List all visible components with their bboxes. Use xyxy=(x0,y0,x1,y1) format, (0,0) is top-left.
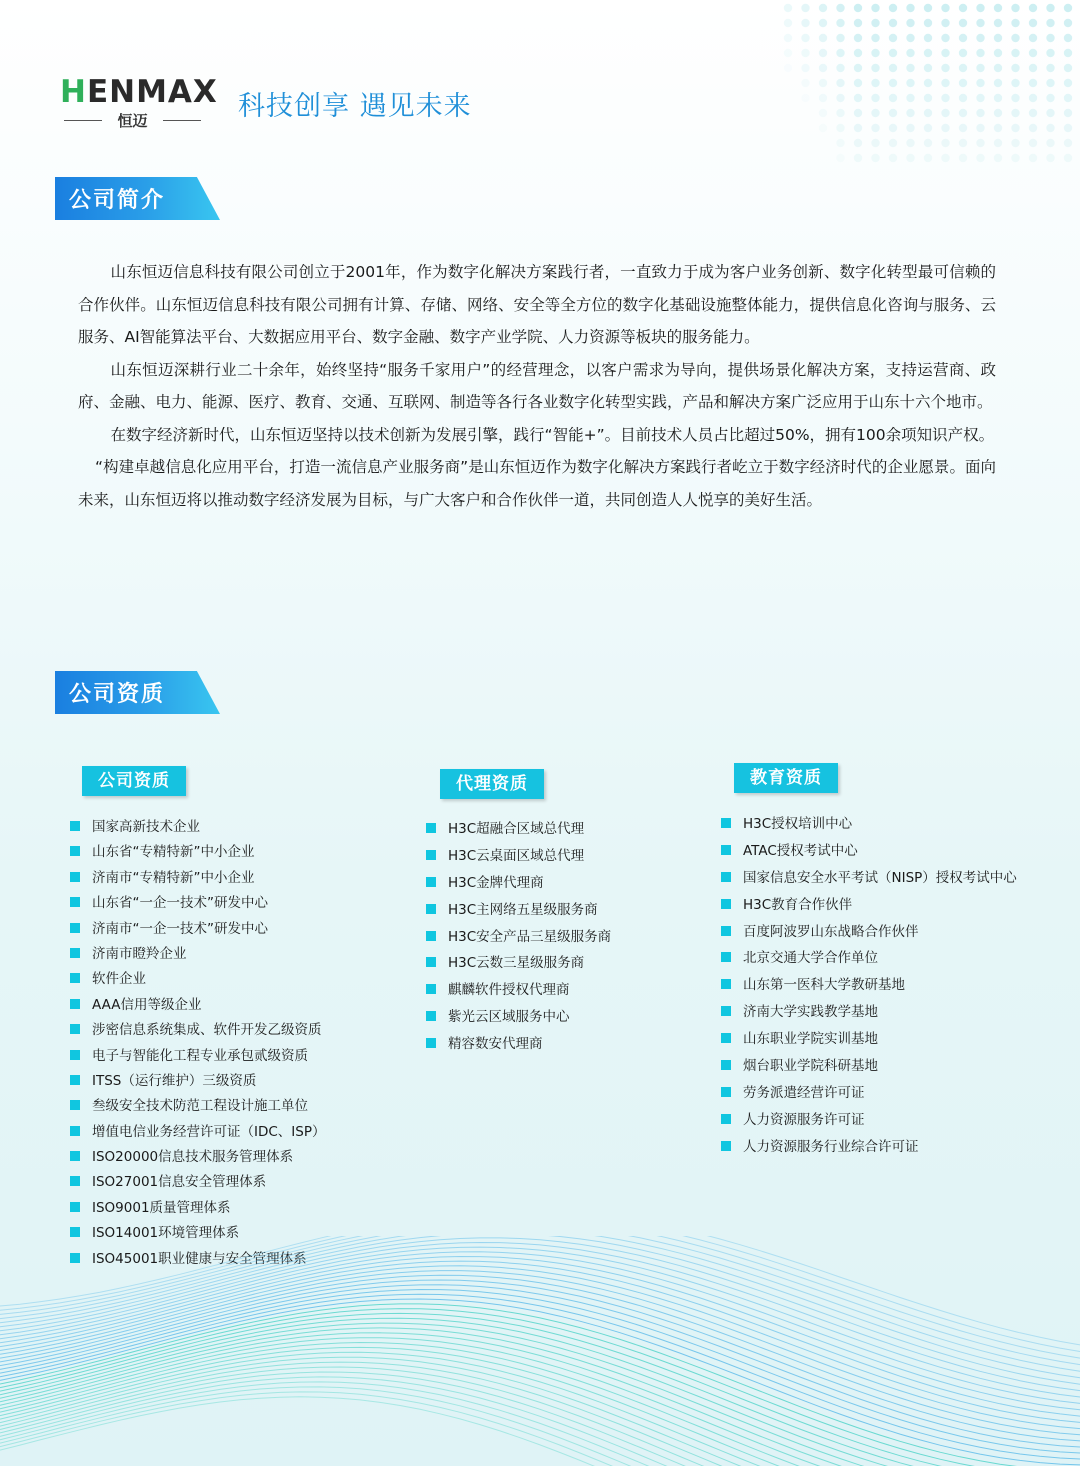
qualification-item: 叁级安全技术防范工程设计施工单位 xyxy=(70,1094,326,1119)
column-title-company: 公司资质 xyxy=(82,766,186,796)
decor-dot xyxy=(1064,109,1072,117)
decor-dot xyxy=(836,64,844,72)
decor-dot xyxy=(976,109,984,117)
decor-dot xyxy=(889,64,897,72)
qualification-item: ISO9001质量管理体系 xyxy=(70,1196,326,1221)
decor-dot xyxy=(889,109,897,117)
decor-dot xyxy=(976,94,984,102)
decor-dot xyxy=(889,124,897,132)
decor-dot xyxy=(819,109,827,117)
decor-dot xyxy=(871,154,879,162)
decor-dot xyxy=(801,79,809,87)
decor-dot xyxy=(1011,49,1019,57)
decor-dot xyxy=(924,124,932,132)
decor-dot xyxy=(871,4,879,12)
qualification-item: 麒麟软件授权代理商 xyxy=(426,978,611,1005)
decor-dot xyxy=(889,139,897,147)
decor-dot xyxy=(941,124,949,132)
decor-dot xyxy=(819,4,827,12)
decor-dot xyxy=(959,94,967,102)
decor-dot xyxy=(994,64,1002,72)
company-logo xyxy=(60,74,218,136)
decor-dot xyxy=(1046,64,1054,72)
decor-dot xyxy=(1046,4,1054,12)
decor-dot xyxy=(1029,124,1037,132)
company-qualifications-list xyxy=(70,815,326,1272)
decor-dot xyxy=(889,34,897,42)
decor-dot xyxy=(941,64,949,72)
qualification-item: 北京交通大学合作单位 xyxy=(721,946,1017,973)
decor-dot xyxy=(976,79,984,87)
decor-dot xyxy=(1064,34,1072,42)
decor-dot xyxy=(924,34,932,42)
decor-dot xyxy=(1064,154,1072,162)
intro-paragraph-3: 在数字经济新时代，山东恒迈坚持以技术创新为发展引擎，践行“智能+”。目前技术人员占比超过50%，拥有100余项知识产权。 xyxy=(110,425,995,444)
decor-dot xyxy=(836,49,844,57)
qualification-item: 软件企业 xyxy=(70,967,326,992)
decor-dot xyxy=(854,154,862,162)
decor-dot xyxy=(1064,19,1072,27)
qualification-item: 精容数安代理商 xyxy=(426,1032,611,1059)
decor-dot xyxy=(1029,154,1037,162)
qualification-item: H3C主网络五星级服务商 xyxy=(426,898,611,925)
decor-dot xyxy=(906,49,914,57)
agency-qualifications-list xyxy=(426,817,611,1059)
decor-dot xyxy=(784,19,792,27)
decor-dot xyxy=(1064,64,1072,72)
decor-dot xyxy=(976,4,984,12)
decor-dot xyxy=(976,34,984,42)
decor-dot xyxy=(819,79,827,87)
wave-line xyxy=(0,1236,1080,1378)
decor-dot xyxy=(941,79,949,87)
qualification-item: 济南市瞪羚企业 xyxy=(70,942,326,967)
qualification-item: ITSS（运行维护）三级资质 xyxy=(70,1069,326,1094)
decor-dot xyxy=(1029,19,1037,27)
education-qualifications-list xyxy=(721,812,1017,1162)
decor-dot xyxy=(801,64,809,72)
decor-dot xyxy=(836,4,844,12)
decor-dot xyxy=(994,124,1002,132)
decor-dot xyxy=(976,49,984,57)
decor-dot xyxy=(819,34,827,42)
decor-dot xyxy=(889,4,897,12)
intro-paragraph-4: “构建卓越信息化应用平台，打造一流信息产业服务商”是山东恒迈作为数字化解决方案践行者屹立于数字经济时代的企业愿景。面向未来，山东恒迈将以推动数字经济发展为目标，与广大客户和合作伙伴一道，共同创造人人悦享的美好生活。 xyxy=(78,458,996,509)
qualification-item: 增值电信业务经营许可证（IDC、ISP） xyxy=(70,1120,326,1145)
decor-dot xyxy=(959,34,967,42)
decor-dot xyxy=(959,49,967,57)
logo-brand-rest: ENMAX xyxy=(86,74,218,110)
decor-dot xyxy=(924,79,932,87)
decor-dot xyxy=(941,94,949,102)
qualification-item: ISO20000信息技术服务管理体系 xyxy=(70,1145,326,1170)
decor-dot xyxy=(976,154,984,162)
decor-dot xyxy=(1011,154,1019,162)
decor-dot xyxy=(1011,64,1019,72)
decor-dot xyxy=(976,139,984,147)
decor-dot xyxy=(854,49,862,57)
qualification-item: AAA信用等级企业 xyxy=(70,993,326,1018)
section-banner-intro xyxy=(55,177,220,220)
decor-dot xyxy=(1011,34,1019,42)
decor-dot xyxy=(854,139,862,147)
decor-dot xyxy=(959,109,967,117)
decor-dot xyxy=(854,34,862,42)
decor-dot xyxy=(906,79,914,87)
intro-paragraph-2: 山东恒迈深耕行业二十余年，始终坚持“服务千家用户”的经营理念，以客户需求为导向，提供场景化解决方案，支持运营商、政府、金融、电力、能源、医疗、教育、交通、互联网、制造等各行各业数字化转型实践，产品和解决方案广泛应用于山东十六个地市。 xyxy=(78,360,996,411)
decor-dot xyxy=(1064,94,1072,102)
wave-line xyxy=(0,1236,1080,1358)
column-title-education: 教育资质 xyxy=(734,763,838,793)
decor-dot xyxy=(924,139,932,147)
decor-dot xyxy=(819,64,827,72)
decor-dot xyxy=(1029,4,1037,12)
decor-dot xyxy=(924,154,932,162)
decor-dot xyxy=(836,19,844,27)
decor-dot xyxy=(1029,49,1037,57)
slogan: 科技创享 遇见未来 xyxy=(238,91,472,122)
qualification-item: 劳务派遣经营许可证 xyxy=(721,1081,1017,1108)
decor-dot xyxy=(1064,124,1072,132)
decor-dot xyxy=(819,124,827,132)
decor-dot xyxy=(836,94,844,102)
decor-dot xyxy=(906,124,914,132)
decor-dot xyxy=(1064,49,1072,57)
decor-dot xyxy=(801,19,809,27)
qualification-item: H3C云桌面区域总代理 xyxy=(426,844,611,871)
decor-dot xyxy=(1046,124,1054,132)
dot-pattern-decoration xyxy=(780,0,1080,170)
decor-dot xyxy=(1046,19,1054,27)
decor-dot xyxy=(906,34,914,42)
decor-dot xyxy=(924,94,932,102)
decor-dot xyxy=(1011,139,1019,147)
qualification-item: 国家高新技术企业 xyxy=(70,815,326,840)
qualification-item: ISO45001职业健康与安全管理体系 xyxy=(70,1247,326,1272)
decor-dot xyxy=(871,109,879,117)
qualification-item: 国家信息安全水平考试（NISP）授权考试中心 xyxy=(721,866,1017,893)
qualification-item: 济南市“一企一技术”研发中心 xyxy=(70,917,326,942)
decor-dot xyxy=(801,94,809,102)
decor-dot xyxy=(871,19,879,27)
decor-dot xyxy=(994,79,1002,87)
qualification-item: H3C云数三星级服务商 xyxy=(426,951,611,978)
decor-dot xyxy=(976,19,984,27)
decor-dot xyxy=(836,34,844,42)
wave-line xyxy=(0,1257,1080,1410)
qualification-item: 紫光云区域服务中心 xyxy=(426,1005,611,1032)
qualification-item: 人力资源服务许可证 xyxy=(721,1108,1017,1135)
logo-brand: HENMAX xyxy=(60,74,218,110)
wave-line xyxy=(0,1294,1080,1459)
decor-dot xyxy=(854,64,862,72)
decor-dot xyxy=(801,49,809,57)
qualification-item: 涉密信息系统集成、软件开发乙级资质 xyxy=(70,1018,326,1043)
decor-dot xyxy=(1029,94,1037,102)
decor-dot xyxy=(1046,34,1054,42)
wave-line xyxy=(0,1372,1080,1466)
decor-dot xyxy=(1011,124,1019,132)
decor-dot xyxy=(906,19,914,27)
decor-dot xyxy=(959,79,967,87)
decor-dot xyxy=(819,49,827,57)
wave-line xyxy=(0,1387,1080,1466)
decor-dot xyxy=(889,19,897,27)
decor-dot xyxy=(906,109,914,117)
decor-dot xyxy=(1029,139,1037,147)
decor-dot xyxy=(819,19,827,27)
qualification-item: 山东省“一企一技术”研发中心 xyxy=(70,891,326,916)
decor-dot xyxy=(854,4,862,12)
wave-line xyxy=(0,1347,1080,1466)
qualification-item: ATAC授权考试中心 xyxy=(721,839,1017,866)
qualification-item: 济南大学实践教学基地 xyxy=(721,1000,1017,1027)
decor-dot xyxy=(871,49,879,57)
qualification-item: 电子与智能化工程专业承包贰级资质 xyxy=(70,1044,326,1069)
decor-dot xyxy=(1029,109,1037,117)
decor-dot xyxy=(871,64,879,72)
decor-dot xyxy=(836,124,844,132)
decor-dot xyxy=(1064,79,1072,87)
decor-dot xyxy=(924,4,932,12)
decor-dot xyxy=(976,124,984,132)
decor-dot xyxy=(871,94,879,102)
decor-dot xyxy=(941,19,949,27)
decor-dot xyxy=(871,124,879,132)
intro-paragraph-1: 山东恒迈信息科技有限公司创立于2001年，作为数字化解决方案践行者，一直致力于成为客户业务创新、数字化转型最可信赖的合作伙伴。山东恒迈信息科技有限公司拥有计算、存储、网络、安全等全方位的数字化基础设施整体能力，提供信息化咨询与服务、云服务、AI智能算法平台、大数据应用平台、数字金融、数字产业学院、人力资源等板块的服务能力。 xyxy=(78,263,996,346)
qualification-item: 山东职业学院实训基地 xyxy=(721,1027,1017,1054)
decor-dot xyxy=(871,139,879,147)
decor-dot xyxy=(994,94,1002,102)
decor-dot xyxy=(1029,34,1037,42)
decor-dot xyxy=(959,19,967,27)
decor-dot xyxy=(906,94,914,102)
decor-dot xyxy=(889,49,897,57)
decor-dot xyxy=(941,4,949,12)
decor-dot xyxy=(906,154,914,162)
qualification-item: 山东第一医科大学教研基地 xyxy=(721,973,1017,1000)
decor-dot xyxy=(854,19,862,27)
decor-dot xyxy=(1046,49,1054,57)
decor-dot xyxy=(924,19,932,27)
qualification-item: 济南市“专精特新”中小企业 xyxy=(70,866,326,891)
qualification-item: 百度阿波罗山东战略合作伙伴 xyxy=(721,920,1017,947)
decor-dot xyxy=(906,4,914,12)
decor-dot xyxy=(941,139,949,147)
decor-dot xyxy=(1011,19,1019,27)
wave-lines-decoration xyxy=(0,1236,1080,1466)
decor-dot xyxy=(994,19,1002,27)
decor-dot xyxy=(784,64,792,72)
decor-dot xyxy=(854,109,862,117)
decor-dot xyxy=(1011,94,1019,102)
decor-dot xyxy=(1011,79,1019,87)
decor-dot xyxy=(959,124,967,132)
decor-dot xyxy=(924,109,932,117)
qualification-item: 人力资源服务行业综合许可证 xyxy=(721,1135,1017,1162)
wave-line xyxy=(0,1236,1080,1345)
decor-dot xyxy=(854,79,862,87)
decor-dot xyxy=(871,79,879,87)
decor-dot xyxy=(906,64,914,72)
qualification-item: H3C超融合区域总代理 xyxy=(426,817,611,844)
decor-dot xyxy=(889,79,897,87)
decor-dot xyxy=(1011,4,1019,12)
decor-dot xyxy=(889,94,897,102)
decor-dot xyxy=(1029,79,1037,87)
decor-dot xyxy=(871,34,879,42)
decor-dot xyxy=(1046,79,1054,87)
decor-dot xyxy=(976,64,984,72)
qualification-item: ISO27001信息安全管理体系 xyxy=(70,1170,326,1195)
decor-dot xyxy=(1046,109,1054,117)
qualification-item: 山东省“专精特新”中小企业 xyxy=(70,840,326,865)
qualification-item: ISO14001环境管理体系 xyxy=(70,1221,326,1246)
decor-dot xyxy=(959,154,967,162)
decor-dot xyxy=(1011,109,1019,117)
qualification-item: H3C教育合作伙伴 xyxy=(721,893,1017,920)
decor-dot xyxy=(959,64,967,72)
decor-dot xyxy=(959,4,967,12)
wave-line xyxy=(0,1377,1080,1466)
decor-dot xyxy=(1064,4,1072,12)
decor-dot xyxy=(1064,139,1072,147)
qualification-item: H3C金牌代理商 xyxy=(426,871,611,898)
company-intro xyxy=(78,256,996,516)
qualification-item: 烟台职业学院科研基地 xyxy=(721,1054,1017,1081)
decor-dot xyxy=(819,94,827,102)
decor-dot xyxy=(784,34,792,42)
column-title-agency: 代理资质 xyxy=(440,769,544,799)
decor-dot xyxy=(801,4,809,12)
decor-dot xyxy=(924,64,932,72)
decor-dot xyxy=(1046,154,1054,162)
logo-subtitle: 恒迈 xyxy=(60,110,205,131)
decor-dot xyxy=(941,109,949,117)
decor-dot xyxy=(836,139,844,147)
decor-dot xyxy=(959,139,967,147)
decor-dot xyxy=(836,154,844,162)
decor-dot xyxy=(994,34,1002,42)
decor-dot xyxy=(784,49,792,57)
decor-dot xyxy=(941,154,949,162)
decor-dot xyxy=(854,124,862,132)
decor-dot xyxy=(836,79,844,87)
decor-dot xyxy=(994,49,1002,57)
decor-dot xyxy=(1046,94,1054,102)
section-title-intro: 公司简介 xyxy=(69,188,166,213)
decor-dot xyxy=(941,34,949,42)
section-banner-qualifications xyxy=(55,671,220,714)
qualification-item: H3C安全产品三星级服务商 xyxy=(426,925,611,952)
decor-dot xyxy=(994,4,1002,12)
decor-dot xyxy=(801,34,809,42)
decor-dot xyxy=(941,49,949,57)
decor-dot xyxy=(836,109,844,117)
wave-line xyxy=(0,1285,1080,1447)
decor-dot xyxy=(784,4,792,12)
decor-dot xyxy=(889,154,897,162)
decor-dot xyxy=(854,94,862,102)
section-title-qualifications: 公司资质 xyxy=(69,682,166,707)
decor-dot xyxy=(906,139,914,147)
decor-dot xyxy=(994,109,1002,117)
decor-dot xyxy=(1046,139,1054,147)
decor-dot xyxy=(994,154,1002,162)
decor-dot xyxy=(1029,64,1037,72)
decor-dot xyxy=(924,49,932,57)
decor-dot xyxy=(994,139,1002,147)
qualification-item: H3C授权培训中心 xyxy=(721,812,1017,839)
